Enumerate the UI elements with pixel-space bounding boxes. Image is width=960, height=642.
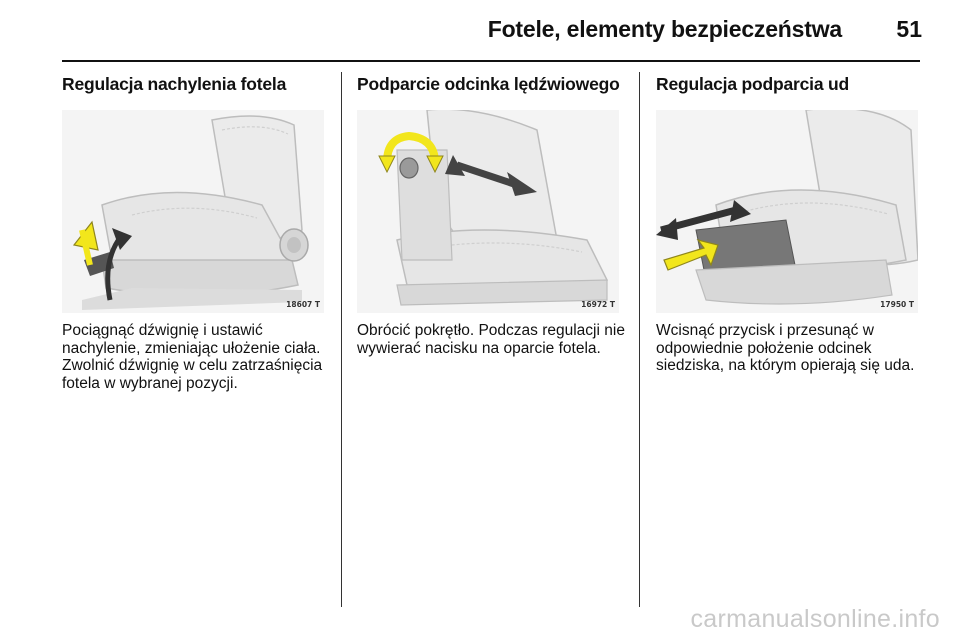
seat-tilt-drawing	[62, 110, 324, 313]
seat-tilt-illustration	[62, 110, 324, 313]
header-rule	[62, 60, 920, 62]
section-text: Obrócić pokrętło. Podczas regulacji nie wywierać nacisku na oparcie fotela.	[357, 322, 625, 357]
section-heading: Regulacja podparcia ud	[656, 74, 850, 94]
page-number: 51	[896, 16, 922, 42]
section-thigh-support	[656, 74, 915, 374]
section-heading: Regulacja nachylenia fotela	[62, 74, 287, 94]
section-heading: Podparcie odcinka lędźwiowego	[357, 74, 620, 94]
thigh-support-drawing	[656, 110, 918, 313]
figure-code: 17950 T	[880, 300, 914, 309]
page-title: Fotele, elementy bezpieczeństwa	[487, 16, 842, 42]
section-text: Wcisnąć przycisk i przesunąć w odpowiednie położenie odcinek siedziska, na którym opierają się uda.	[656, 322, 915, 374]
section-seat-tilt	[62, 74, 323, 392]
section-text: Pociągnąć dźwignię i ustawić nachylenie, zmieniając ułożenie ciała. Zwolnić dźwignię w celu zatrzaśnięcia fotela w wybranej pozycji.	[62, 322, 323, 392]
watermark-text: carmanualsonline.info	[690, 605, 940, 633]
lumbar-support-illustration	[357, 110, 619, 313]
page-header	[0, 0, 960, 60]
figure-code: 18607 T	[286, 300, 320, 309]
thigh-support-illustration	[656, 110, 918, 313]
lumbar-support-drawing	[357, 110, 619, 313]
section-lumbar-support	[357, 74, 625, 357]
figure-code: 16972 T	[581, 300, 615, 309]
column-divider-2	[639, 72, 640, 607]
column-divider-1	[341, 72, 342, 607]
